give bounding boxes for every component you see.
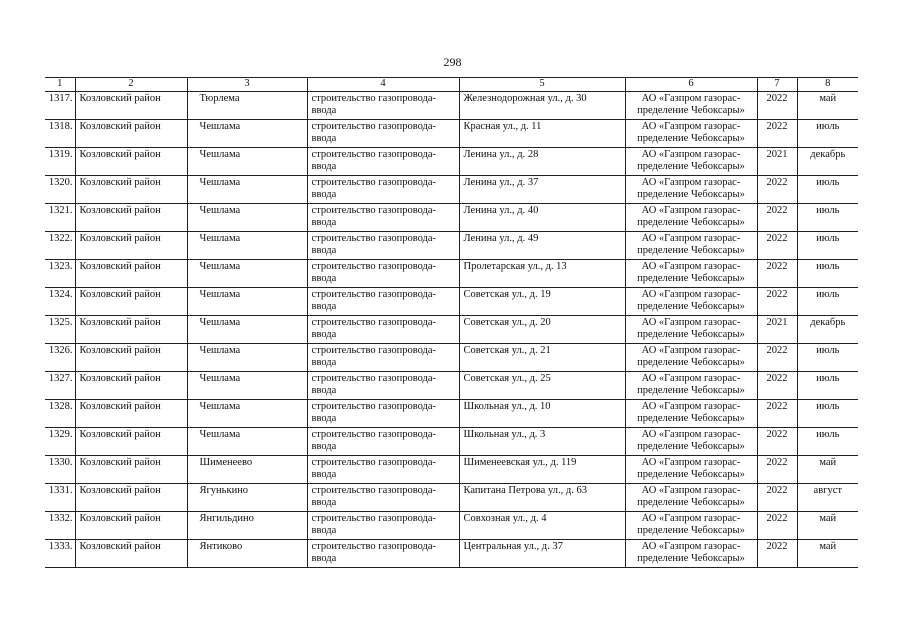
month-cell: июль xyxy=(797,372,858,400)
work-type-line: ввода xyxy=(311,217,337,228)
table-row xyxy=(45,344,858,372)
organization-cell xyxy=(625,484,757,512)
column-header: 4 xyxy=(307,78,459,92)
organization-line: АО «Газпром газорас- xyxy=(641,289,741,300)
district-cell: Козловский район xyxy=(75,148,187,176)
month-cell: май xyxy=(797,512,858,540)
district-cell: Козловский район xyxy=(75,484,187,512)
year-cell: 2022 xyxy=(757,400,797,428)
organization-line: пределение Чебоксары» xyxy=(637,273,745,284)
work-type-line: ввода xyxy=(311,497,337,508)
month-cell: июль xyxy=(797,232,858,260)
address-cell: Ленина ул., д. 49 xyxy=(459,232,625,260)
table-row xyxy=(45,512,858,540)
settlement-cell: Чешлама xyxy=(187,288,307,316)
work-type-line: ввода xyxy=(311,189,337,200)
organization-cell xyxy=(625,260,757,288)
work-type-cell xyxy=(307,260,459,288)
district-cell: Козловский район xyxy=(75,400,187,428)
address-cell: Совхозная ул., д. 4 xyxy=(459,512,625,540)
year-cell: 2022 xyxy=(757,288,797,316)
work-type-line: строительство газопровода- xyxy=(311,233,437,244)
organization-cell xyxy=(625,540,757,568)
month-cell: июль xyxy=(797,288,858,316)
work-type-line: строительство газопровода- xyxy=(311,401,437,412)
address-cell: Советская ул., д. 25 xyxy=(459,372,625,400)
row-number: 1332. xyxy=(45,512,75,540)
organization-line: АО «Газпром газорас- xyxy=(641,541,741,552)
year-cell: 2022 xyxy=(757,456,797,484)
organization-line: пределение Чебоксары» xyxy=(637,301,745,312)
work-type-cell xyxy=(307,92,459,120)
district-cell: Козловский район xyxy=(75,92,187,120)
table-row xyxy=(45,456,858,484)
work-type-line: ввода xyxy=(311,161,337,172)
work-type-line: ввода xyxy=(311,385,337,396)
work-type-line: ввода xyxy=(311,273,337,284)
district-cell: Козловский район xyxy=(75,260,187,288)
address-cell: Шименеевская ул., д. 119 xyxy=(459,456,625,484)
address-cell: Школьная ул., д. 10 xyxy=(459,400,625,428)
organization-cell xyxy=(625,204,757,232)
work-type-cell xyxy=(307,148,459,176)
month-cell: май xyxy=(797,92,858,120)
organization-line: пределение Чебоксары» xyxy=(637,105,745,116)
organization-line: АО «Газпром газорас- xyxy=(641,513,741,524)
work-type-cell xyxy=(307,540,459,568)
table-row xyxy=(45,204,858,232)
district-cell: Козловский район xyxy=(75,456,187,484)
district-cell: Козловский район xyxy=(75,288,187,316)
organization-cell xyxy=(625,372,757,400)
work-type-line: ввода xyxy=(311,329,337,340)
organization-cell xyxy=(625,232,757,260)
work-type-line: ввода xyxy=(311,441,337,452)
address-cell: Пролетарская ул., д. 13 xyxy=(459,260,625,288)
work-type-line: строительство газопровода- xyxy=(311,149,437,160)
column-header: 3 xyxy=(187,78,307,92)
organization-cell xyxy=(625,120,757,148)
settlement-cell: Чешлама xyxy=(187,316,307,344)
organization-cell xyxy=(625,148,757,176)
settlement-cell: Чешлама xyxy=(187,232,307,260)
table-row xyxy=(45,148,858,176)
organization-line: АО «Газпром газорас- xyxy=(641,317,741,328)
work-type-cell xyxy=(307,204,459,232)
organization-line: АО «Газпром газорас- xyxy=(641,177,741,188)
year-cell: 2022 xyxy=(757,204,797,232)
column-header: 5 xyxy=(459,78,625,92)
address-cell: Центральная ул., д. 37 xyxy=(459,540,625,568)
district-cell: Козловский район xyxy=(75,120,187,148)
table-row xyxy=(45,540,858,568)
month-cell: июль xyxy=(797,120,858,148)
address-cell: Ленина ул., д. 37 xyxy=(459,176,625,204)
column-header: 6 xyxy=(625,78,757,92)
settlement-cell: Чешлама xyxy=(187,120,307,148)
district-cell: Козловский район xyxy=(75,372,187,400)
work-type-cell xyxy=(307,344,459,372)
organization-line: пределение Чебоксары» xyxy=(637,329,745,340)
work-type-line: строительство газопровода- xyxy=(311,93,437,104)
organization-line: АО «Газпром газорас- xyxy=(641,485,741,496)
district-cell: Козловский район xyxy=(75,512,187,540)
organization-line: АО «Газпром газорас- xyxy=(641,345,741,356)
row-number: 1331. xyxy=(45,484,75,512)
work-type-cell xyxy=(307,288,459,316)
work-type-line: строительство газопровода- xyxy=(311,541,437,552)
table-row xyxy=(45,400,858,428)
work-type-line: ввода xyxy=(311,301,337,312)
organization-cell xyxy=(625,512,757,540)
organization-line: АО «Газпром газорас- xyxy=(641,205,741,216)
settlement-cell: Чешлама xyxy=(187,176,307,204)
work-type-line: строительство газопровода- xyxy=(311,373,437,384)
row-number: 1328. xyxy=(45,400,75,428)
month-cell: декабрь xyxy=(797,148,858,176)
organization-cell xyxy=(625,400,757,428)
address-cell: Железнодорожная ул., д. 30 xyxy=(459,92,625,120)
settlement-cell: Чешлама xyxy=(187,372,307,400)
work-type-cell xyxy=(307,372,459,400)
gasification-table xyxy=(45,77,858,568)
organization-line: пределение Чебоксары» xyxy=(637,245,745,256)
month-cell: июль xyxy=(797,400,858,428)
address-cell: Школьная ул., д. 3 xyxy=(459,428,625,456)
work-type-line: ввода xyxy=(311,245,337,256)
address-cell: Капитана Петрова ул., д. 63 xyxy=(459,484,625,512)
year-cell: 2021 xyxy=(757,148,797,176)
organization-cell xyxy=(625,176,757,204)
year-cell: 2022 xyxy=(757,428,797,456)
settlement-cell: Ягунькино xyxy=(187,484,307,512)
month-cell: июль xyxy=(797,176,858,204)
settlement-cell: Чешлама xyxy=(187,344,307,372)
address-cell: Советская ул., д. 21 xyxy=(459,344,625,372)
work-type-cell xyxy=(307,512,459,540)
month-cell: май xyxy=(797,540,858,568)
organization-line: АО «Газпром газорас- xyxy=(641,429,741,440)
organization-line: АО «Газпром газорас- xyxy=(641,457,741,468)
row-number: 1319. xyxy=(45,148,75,176)
month-cell: май xyxy=(797,456,858,484)
column-header: 8 xyxy=(797,78,858,92)
settlement-cell: Чешлама xyxy=(187,260,307,288)
table-row xyxy=(45,92,858,120)
year-cell: 2022 xyxy=(757,260,797,288)
work-type-line: ввода xyxy=(311,525,337,536)
month-cell: июль xyxy=(797,344,858,372)
organization-line: пределение Чебоксары» xyxy=(637,385,745,396)
settlement-cell: Янгильдино xyxy=(187,512,307,540)
month-cell: июль xyxy=(797,260,858,288)
year-cell: 2022 xyxy=(757,120,797,148)
work-type-line: строительство газопровода- xyxy=(311,317,437,328)
month-cell: декабрь xyxy=(797,316,858,344)
work-type-line: ввода xyxy=(311,413,337,424)
organization-line: АО «Газпром газорас- xyxy=(641,149,741,160)
row-number: 1325. xyxy=(45,316,75,344)
organization-cell xyxy=(625,92,757,120)
work-type-cell xyxy=(307,176,459,204)
organization-line: пределение Чебоксары» xyxy=(637,161,745,172)
address-cell: Красная ул., д. 11 xyxy=(459,120,625,148)
year-cell: 2021 xyxy=(757,316,797,344)
work-type-cell xyxy=(307,400,459,428)
column-header: 1 xyxy=(45,78,75,92)
year-cell: 2022 xyxy=(757,232,797,260)
district-cell: Козловский район xyxy=(75,344,187,372)
organization-line: АО «Газпром газорас- xyxy=(641,233,741,244)
organization-line: пределение Чебоксары» xyxy=(637,553,745,564)
month-cell: июль xyxy=(797,428,858,456)
organization-cell xyxy=(625,456,757,484)
district-cell: Козловский район xyxy=(75,176,187,204)
work-type-line: ввода xyxy=(311,105,337,116)
settlement-cell: Шименеево xyxy=(187,456,307,484)
row-number: 1320. xyxy=(45,176,75,204)
table-row xyxy=(45,232,858,260)
work-type-line: строительство газопровода- xyxy=(311,485,437,496)
settlement-cell: Чешлама xyxy=(187,204,307,232)
work-type-line: строительство газопровода- xyxy=(311,429,437,440)
organization-cell xyxy=(625,288,757,316)
settlement-cell: Чешлама xyxy=(187,400,307,428)
organization-line: АО «Газпром газорас- xyxy=(641,261,741,272)
organization-line: АО «Газпром газорас- xyxy=(641,373,741,384)
column-header: 7 xyxy=(757,78,797,92)
settlement-cell: Чешлама xyxy=(187,148,307,176)
table-row xyxy=(45,260,858,288)
settlement-cell: Чешлама xyxy=(187,428,307,456)
organization-line: пределение Чебоксары» xyxy=(637,217,745,228)
year-cell: 2022 xyxy=(757,540,797,568)
work-type-line: строительство газопровода- xyxy=(311,261,437,272)
organization-line: АО «Газпром газорас- xyxy=(641,121,741,132)
work-type-line: ввода xyxy=(311,357,337,368)
row-number: 1318. xyxy=(45,120,75,148)
address-cell: Советская ул., д. 20 xyxy=(459,316,625,344)
year-cell: 2022 xyxy=(757,372,797,400)
settlement-cell: Янтиково xyxy=(187,540,307,568)
address-cell: Советская ул., д. 19 xyxy=(459,288,625,316)
table-row xyxy=(45,176,858,204)
row-number: 1330. xyxy=(45,456,75,484)
work-type-cell xyxy=(307,120,459,148)
organization-cell xyxy=(625,344,757,372)
organization-line: пределение Чебоксары» xyxy=(637,497,745,508)
table-row xyxy=(45,120,858,148)
row-number: 1324. xyxy=(45,288,75,316)
table-row xyxy=(45,484,858,512)
table-row xyxy=(45,428,858,456)
work-type-line: строительство газопровода- xyxy=(311,177,437,188)
work-type-line: строительство газопровода- xyxy=(311,205,437,216)
page-number: 298 xyxy=(443,55,462,69)
district-cell: Козловский район xyxy=(75,316,187,344)
work-type-line: строительство газопровода- xyxy=(311,513,437,524)
organization-line: пределение Чебоксары» xyxy=(637,133,745,144)
row-number: 1322. xyxy=(45,232,75,260)
work-type-line: строительство газопровода- xyxy=(311,457,437,468)
address-cell: Ленина ул., д. 40 xyxy=(459,204,625,232)
address-cell: Ленина ул., д. 28 xyxy=(459,148,625,176)
column-number-header-row xyxy=(45,78,858,92)
organization-line: пределение Чебоксары» xyxy=(637,357,745,368)
organization-line: пределение Чебоксары» xyxy=(637,189,745,200)
work-type-cell xyxy=(307,428,459,456)
row-number: 1321. xyxy=(45,204,75,232)
work-type-line: строительство газопровода- xyxy=(311,289,437,300)
work-type-cell xyxy=(307,484,459,512)
year-cell: 2022 xyxy=(757,512,797,540)
row-number: 1326. xyxy=(45,344,75,372)
organization-line: пределение Чебоксары» xyxy=(637,469,745,480)
organization-line: АО «Газпром газорас- xyxy=(641,93,741,104)
organization-line: пределение Чебоксары» xyxy=(637,525,745,536)
district-cell: Козловский район xyxy=(75,204,187,232)
work-type-line: ввода xyxy=(311,553,337,564)
work-type-line: ввода xyxy=(311,133,337,144)
year-cell: 2022 xyxy=(757,484,797,512)
work-type-cell xyxy=(307,232,459,260)
organization-cell xyxy=(625,316,757,344)
month-cell: июль xyxy=(797,204,858,232)
row-number: 1317. xyxy=(45,92,75,120)
district-cell: Козловский район xyxy=(75,540,187,568)
row-number: 1333. xyxy=(45,540,75,568)
work-type-line: строительство газопровода- xyxy=(311,345,437,356)
column-header: 2 xyxy=(75,78,187,92)
table-row xyxy=(45,316,858,344)
district-cell: Козловский район xyxy=(75,428,187,456)
organization-line: пределение Чебоксары» xyxy=(637,441,745,452)
organization-cell xyxy=(625,428,757,456)
month-cell: август xyxy=(797,484,858,512)
year-cell: 2022 xyxy=(757,176,797,204)
row-number: 1327. xyxy=(45,372,75,400)
settlement-cell: Тюрлема xyxy=(187,92,307,120)
row-number: 1323. xyxy=(45,260,75,288)
work-type-cell xyxy=(307,316,459,344)
table-row xyxy=(45,372,858,400)
table-row xyxy=(45,288,858,316)
organization-line: пределение Чебоксары» xyxy=(637,413,745,424)
organization-line: АО «Газпром газорас- xyxy=(641,401,741,412)
work-type-line: строительство газопровода- xyxy=(311,121,437,132)
work-type-line: ввода xyxy=(311,469,337,480)
row-number: 1329. xyxy=(45,428,75,456)
district-cell: Козловский район xyxy=(75,232,187,260)
work-type-cell xyxy=(307,456,459,484)
year-cell: 2022 xyxy=(757,92,797,120)
year-cell: 2022 xyxy=(757,344,797,372)
